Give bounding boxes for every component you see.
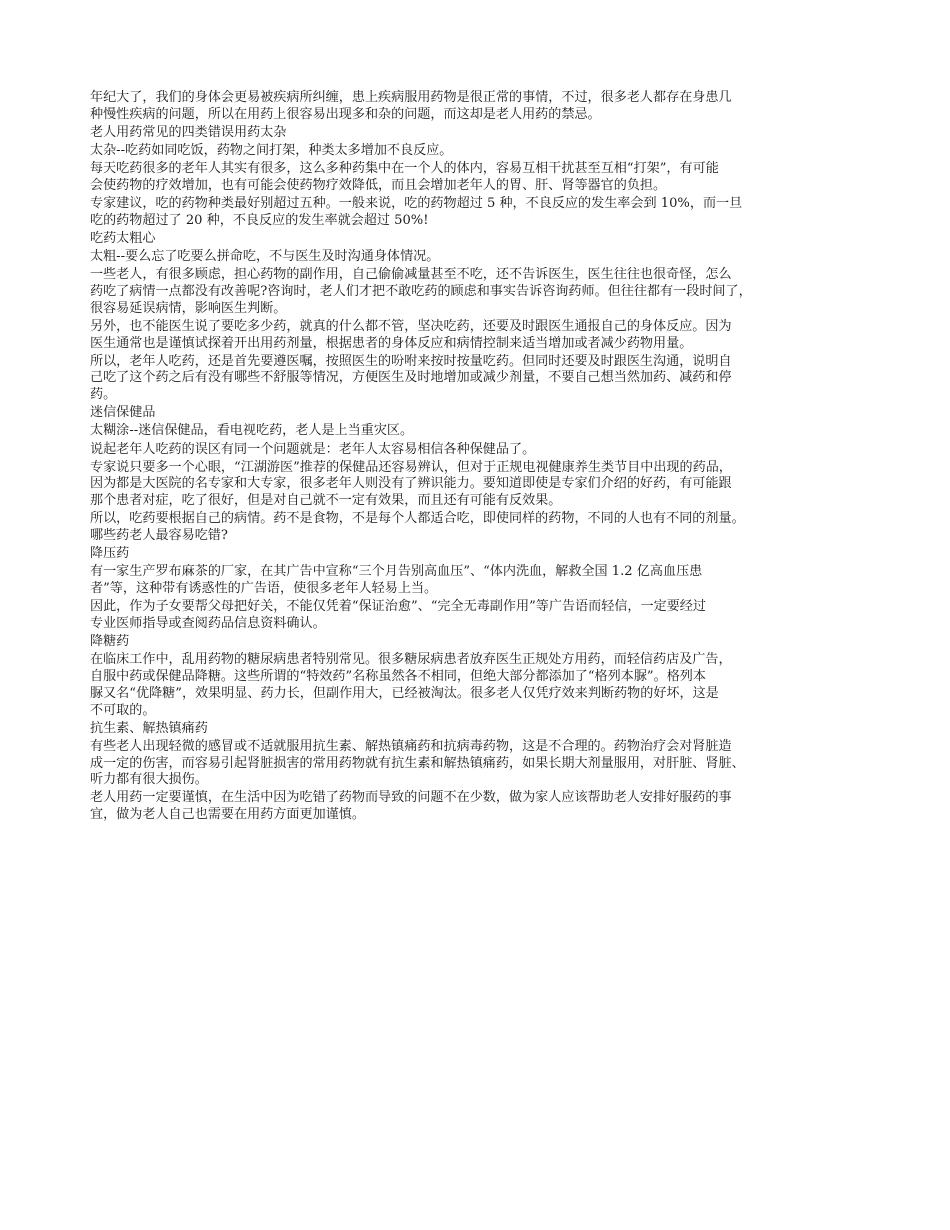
paragraph: 因此，作为子女要帮父母把好关，不能仅凭着“保证治愈”、“完全无毒副作用”等广告语而轻信，一定要经过 专业医师指导或查阅药品信息资料确认。 (90, 599, 706, 631)
section-heading-hypoglycemics: 降糖药 (90, 634, 130, 650)
section-heading-health-products: 迷信保健品 (90, 405, 156, 421)
paragraph: 在临床工作中，乱用药物的糖尿病患者特别常见。很多糖尿病患者放弃医生正规处方用药，而轻信药店及广告， 自服中药或保健品降糖。这些所谓的“特效药”名称虽然各不相同，但绝大部分都添加了“格列本脲”。格列本 脲又名“优降糖”，效果明显、药力长，但副作用大，已经被淘汰。很多老人仅凭疗效来判断药物的好坏，这是 不可取的。 (90, 652, 732, 718)
intro-paragraph: 年纪大了，我们的身体会更易被疾病所纠缠，患上疾病服用药物是很正常的事情，不过，很多老人都存在身患几 种慢性疾病的问题，所以在用药上很容易出现多和杂的问题，而这却是老人用药的禁忌。 (90, 90, 732, 122)
paragraph: 所以，吃药要根据自己的病情。药不是食物，不是每个人都适合吃，即使同样的药物，不同的人也有不同的剂量。 哪些药老人最容易吃错? (90, 511, 745, 544)
section-heading-too-mixed: 老人用药常见的四类错误用药太杂 (90, 124, 287, 140)
paragraph: 一些老人，有很多顾虑，担心药物的副作用，自己偷偷减量甚至不吃，还不告诉医生，医生往往也很奇怪，怎么 药吃了病情一点都没有改善呢?咨询时，老人们才把不敢吃药的顾虑和事实告诉咨询药师。但往往都有一段时间了， 很容易延误病情，影响医生判断。 (90, 267, 752, 316)
paragraph: 所以，老年人吃药，还是首先要遵医嘱，按照医生的吩咐来按时按量吃药。但同时还要及时跟医生沟通，说明自 己吃了这个药之后有没有哪些不舒服等情况，方便医生及时地增加或减少剂量，不要自己想当然加药、减药和停 药。 (90, 353, 732, 403)
paragraph: 专家说只要多一个心眼，“江湖游医”推荐的保健品还容易辨认，但对于正规电视健康养生类节目中出现的药品， 因为都是大医院的名专家和大专家，很多老年人则没有了辨识能力。要知道即使是专家们介绍的好药，有可能跟 那个患者对症，吃了很好，但是对自己就不一定有效果，而且还有可能有反效果。 (90, 459, 732, 509)
paragraph: 每天吃药很多的老年人其实有很多，这么多种药集中在一个人的体内，容易互相干扰甚至互相“打架”，有可能 会使药物的疗效增加，也有可能会使药物疗效降低，而且会增加老年人的胃、肝、肾等器官的负担。 (90, 161, 719, 193)
section-heading-careless: 吃药太粗心 (90, 230, 156, 246)
paragraph: 专家建议，吃的药物种类最好别超过五种。一般来说，吃的药物超过 5 种，不良反应的发生率会到 10%，而一旦 吃的药物超过了 20 种，不良反应的发生率就会超过 50%! (90, 195, 743, 228)
paragraph: 另外，也不能医生说了要吃多少药，就真的什么都不管，坚决吃药，还要及时跟医生通报自己的身体反应。因为 医生通常也是谨慎试探着开出用药剂量，根据患者的身体反应和病情控制来适当增加或者减少药物用量。 (90, 318, 732, 351)
paragraph: 太糊涂--迷信保健品，看电视吃药，老人是上当重灾区。 (90, 423, 414, 439)
paragraph: 有些老人出现轻微的感冒或不适就服用抗生素、解热镇痛药和抗病毒药物，这是不合理的。药物治疗会对肾脏造 成一定的伤害，而容易引起肾脏损害的常用药物就有抗生素和解热镇痛药，如果长期大剂量服用，对肝脏、肾脏、 听力都有很大损伤。 (90, 738, 745, 788)
section-heading-antihypertensives: 降压药 (90, 546, 130, 562)
paragraph: 说起老年人吃药的误区有同一个问题就是：老年人太容易相信各种保健品了。 (90, 441, 536, 457)
closing-paragraph: 老人用药一定要谨慎，在生活中因为吃错了药物而导致的问题不在少数，做为家人应该帮助老人安排好服药的事 宜，做为老人自己也需要在用药方面更加谨慎。 (90, 790, 732, 823)
paragraph: 太粗--要么忘了吃要么拼命吃，不与医生及时沟通身体情况。 (90, 248, 440, 264)
section-heading-antibiotics: 抗生素、解热镇痛药 (90, 720, 208, 736)
paragraph: 有一家生产罗布麻茶的厂家，在其广告中宣称“三个月告别高血压”、“体内洗血，解救全国 1.2 亿高血压患 者”等，这种带有诱惑性的广告语，使很多老年人轻易上当。 (90, 564, 703, 597)
paragraph: 太杂--吃药如同吃饭，药物之间打架，种类太多增加不良反应。 (90, 142, 453, 158)
